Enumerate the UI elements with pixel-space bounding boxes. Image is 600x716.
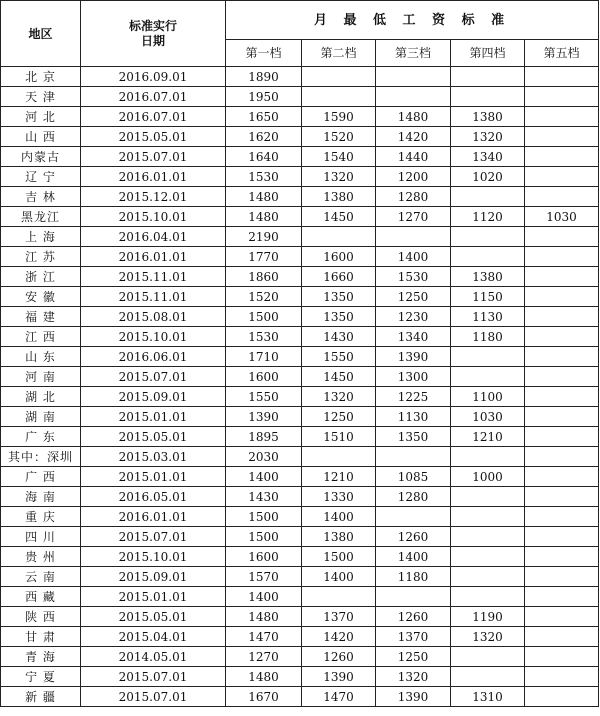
tier-4-cell: 1320 (451, 627, 525, 647)
date-cell: 2015.08.01 (81, 307, 226, 327)
tier-2-cell: 1350 (302, 307, 376, 327)
tier-4-cell: 1340 (451, 147, 525, 167)
tier-5-cell (525, 487, 599, 507)
table-row (1, 467, 599, 487)
tier-4-cell: 1380 (451, 267, 525, 287)
tier-4-cell: 1120 (451, 207, 525, 227)
tier-3-cell: 1400 (376, 547, 451, 567)
region-cell: 吉 林 (1, 187, 81, 207)
tier-4-cell: 1100 (451, 387, 525, 407)
tier-1-cell: 1480 (226, 187, 302, 207)
region-cell: 四 川 (1, 527, 81, 547)
tier-3-cell: 1390 (376, 687, 451, 707)
region-cell: 青 海 (1, 647, 81, 667)
table-row (1, 107, 599, 127)
tier-4-cell: 1320 (451, 127, 525, 147)
date-cell: 2015.03.01 (81, 447, 226, 467)
region-cell: 宁 夏 (1, 667, 81, 687)
region-cell: 广 西 (1, 467, 81, 487)
tier-4-cell (451, 67, 525, 87)
date-cell: 2015.09.01 (81, 567, 226, 587)
tier-1-cell: 1640 (226, 147, 302, 167)
tier-3-cell: 1250 (376, 647, 451, 667)
tier-5-cell (525, 627, 599, 647)
tier-1-cell: 2190 (226, 227, 302, 247)
date-cell: 2016.04.01 (81, 227, 226, 247)
region-cell: 天 津 (1, 87, 81, 107)
tier-3-cell: 1280 (376, 187, 451, 207)
region-cell: 浙 江 (1, 267, 81, 287)
tier-2-cell: 1660 (302, 267, 376, 287)
tier-2-cell: 1250 (302, 407, 376, 427)
tier-1-cell: 1550 (226, 387, 302, 407)
tier-1-cell: 1500 (226, 307, 302, 327)
tier-1-cell: 1390 (226, 407, 302, 427)
tier-1-cell: 1770 (226, 247, 302, 267)
tier-3-cell: 1180 (376, 567, 451, 587)
region-cell: 北 京 (1, 67, 81, 87)
region-cell: 广 东 (1, 427, 81, 447)
region-cell: 上 海 (1, 227, 81, 247)
tier-2-cell: 1380 (302, 187, 376, 207)
tier-5-cell (525, 87, 599, 107)
tier-3-cell (376, 67, 451, 87)
table-row (1, 447, 599, 467)
tier-4-cell (451, 507, 525, 527)
tier-2-cell: 1320 (302, 167, 376, 187)
region-cell: 陕 西 (1, 607, 81, 627)
tier-5-cell (525, 667, 599, 687)
tier-2-cell: 1420 (302, 627, 376, 647)
tier-2-cell: 1540 (302, 147, 376, 167)
tier-1-cell: 1500 (226, 507, 302, 527)
tier-5-cell (525, 247, 599, 267)
tier-1-cell: 1670 (226, 687, 302, 707)
tier-2-cell: 1470 (302, 687, 376, 707)
region-cell: 甘 肃 (1, 627, 81, 647)
region-cell: 福 建 (1, 307, 81, 327)
table-row (1, 187, 599, 207)
tier-5-cell (525, 227, 599, 247)
date-cell: 2015.07.01 (81, 147, 226, 167)
tier-4-cell: 1150 (451, 287, 525, 307)
tier-4-cell (451, 547, 525, 567)
tier-5-cell (525, 267, 599, 287)
tier-1-header: 第一档 (226, 40, 302, 67)
tier-4-cell: 1130 (451, 307, 525, 327)
tier-3-cell: 1390 (376, 347, 451, 367)
tier-2-cell: 1380 (302, 527, 376, 547)
tier-5-cell (525, 427, 599, 447)
tier-2-cell: 1320 (302, 387, 376, 407)
tier-2-cell (302, 227, 376, 247)
tier-3-cell: 1350 (376, 427, 451, 447)
tier-5-cell (525, 507, 599, 527)
date-cell: 2015.05.01 (81, 607, 226, 627)
tier-3-cell: 1250 (376, 287, 451, 307)
tier-1-cell: 1650 (226, 107, 302, 127)
tier-2-cell: 1400 (302, 567, 376, 587)
table-row (1, 567, 599, 587)
tier-3-cell: 1085 (376, 467, 451, 487)
tier-5-cell (525, 467, 599, 487)
tier-5-cell (525, 587, 599, 607)
tier-2-cell: 1390 (302, 667, 376, 687)
tier-3-cell: 1400 (376, 247, 451, 267)
tier-5-cell (525, 687, 599, 707)
table-row (1, 487, 599, 507)
date-cell: 2016.01.01 (81, 507, 226, 527)
table-row (1, 287, 599, 307)
tier-4-cell (451, 487, 525, 507)
tier-3-cell (376, 587, 451, 607)
table-row (1, 407, 599, 427)
region-cell: 安 徽 (1, 287, 81, 307)
tier-3-cell: 1130 (376, 407, 451, 427)
date-cell: 2015.07.01 (81, 367, 226, 387)
tier-4-cell (451, 527, 525, 547)
tier-2-cell: 1260 (302, 647, 376, 667)
tier-5-cell (525, 187, 599, 207)
tier-2-cell: 1600 (302, 247, 376, 267)
tier-5-cell (525, 167, 599, 187)
tier-4-cell (451, 187, 525, 207)
table-row (1, 207, 599, 227)
tier-5-cell (525, 327, 599, 347)
tier-1-cell: 1950 (226, 87, 302, 107)
tier-5-cell (525, 347, 599, 367)
tier-1-cell: 1710 (226, 347, 302, 367)
table-row (1, 227, 599, 247)
date-cell: 2015.09.01 (81, 387, 226, 407)
date-cell: 2015.10.01 (81, 547, 226, 567)
tier-5-cell (525, 147, 599, 167)
table-row (1, 87, 599, 107)
tier-5-cell (525, 287, 599, 307)
table-row (1, 367, 599, 387)
table-row (1, 247, 599, 267)
tier-1-cell: 1600 (226, 547, 302, 567)
region-header: 地区 (1, 1, 81, 67)
date-cell: 2015.10.01 (81, 207, 226, 227)
tier-3-cell: 1260 (376, 527, 451, 547)
tier-5-cell (525, 387, 599, 407)
region-cell: 河 南 (1, 367, 81, 387)
tier-2-cell (302, 87, 376, 107)
region-cell: 山 东 (1, 347, 81, 367)
table-row (1, 507, 599, 527)
region-cell: 内蒙古 (1, 147, 81, 167)
date-cell: 2015.05.01 (81, 127, 226, 147)
date-cell: 2015.11.01 (81, 267, 226, 287)
table-row (1, 147, 599, 167)
tier-3-cell: 1300 (376, 367, 451, 387)
tier-4-cell: 1310 (451, 687, 525, 707)
tier-2-cell (302, 587, 376, 607)
tier-5-cell (525, 567, 599, 587)
tier-3-cell: 1260 (376, 607, 451, 627)
date-cell: 2015.05.01 (81, 427, 226, 447)
tier-2-cell: 1550 (302, 347, 376, 367)
tier-5-cell (525, 367, 599, 387)
region-cell: 西 藏 (1, 587, 81, 607)
table-row (1, 167, 599, 187)
tier-5-cell (525, 647, 599, 667)
date-header-line1: 标准实行 (128, 19, 177, 34)
region-cell: 湖 南 (1, 407, 81, 427)
tier-5-cell (525, 547, 599, 567)
tier-1-cell: 1500 (226, 527, 302, 547)
tier-3-cell: 1340 (376, 327, 451, 347)
region-cell: 江 苏 (1, 247, 81, 267)
tier-1-cell: 1480 (226, 667, 302, 687)
region-cell: 河 北 (1, 107, 81, 127)
tier-5-cell (525, 607, 599, 627)
table-row (1, 627, 599, 647)
tier-3-cell: 1230 (376, 307, 451, 327)
tier-2-cell: 1210 (302, 467, 376, 487)
tier-5-cell (525, 447, 599, 467)
tier-3-cell (376, 507, 451, 527)
region-cell: 湖 北 (1, 387, 81, 407)
table-row (1, 547, 599, 567)
tier-5-cell (525, 107, 599, 127)
date-cell: 2016.07.01 (81, 87, 226, 107)
region-cell: 黑龙江 (1, 207, 81, 227)
region-cell: 其中：深圳 (1, 447, 81, 467)
tier-2-cell: 1370 (302, 607, 376, 627)
tier-2-cell: 1450 (302, 207, 376, 227)
tier-1-cell: 1620 (226, 127, 302, 147)
tier-5-cell: 1030 (525, 207, 599, 227)
tier-1-cell: 1530 (226, 327, 302, 347)
tier-4-cell (451, 567, 525, 587)
table-row (1, 687, 599, 707)
tier-1-cell: 1470 (226, 627, 302, 647)
region-cell: 海 南 (1, 487, 81, 507)
tier-2-cell: 1350 (302, 287, 376, 307)
date-cell: 2016.09.01 (81, 67, 226, 87)
table-row (1, 587, 599, 607)
tier-4-cell (451, 367, 525, 387)
table-row (1, 667, 599, 687)
tier-2-cell: 1590 (302, 107, 376, 127)
tier-3-cell: 1530 (376, 267, 451, 287)
tier-2-cell: 1510 (302, 427, 376, 447)
tier-1-cell: 1270 (226, 647, 302, 667)
tier-3-cell: 1370 (376, 627, 451, 647)
region-cell: 江 西 (1, 327, 81, 347)
tier-4-cell (451, 347, 525, 367)
table-row (1, 67, 599, 87)
tier-5-cell (525, 127, 599, 147)
table-row (1, 607, 599, 627)
table-row (1, 307, 599, 327)
tier-3-cell: 1420 (376, 127, 451, 147)
date-cell: 2015.07.01 (81, 527, 226, 547)
tier-3-cell (376, 227, 451, 247)
tier-2-cell: 1330 (302, 487, 376, 507)
region-cell: 云 南 (1, 567, 81, 587)
date-cell: 2015.01.01 (81, 407, 226, 427)
tier-5-cell (525, 67, 599, 87)
tier-3-cell: 1480 (376, 107, 451, 127)
table-body (1, 67, 599, 707)
tier-4-cell (451, 227, 525, 247)
tier-4-cell: 1020 (451, 167, 525, 187)
region-cell: 山 西 (1, 127, 81, 147)
date-header-line2: 日期 (140, 33, 165, 48)
tier-3-cell: 1440 (376, 147, 451, 167)
tier-5-header: 第五档 (525, 40, 599, 67)
date-cell: 2015.01.01 (81, 467, 226, 487)
table-row (1, 347, 599, 367)
tier-3-cell (376, 87, 451, 107)
date-cell: 2015.12.01 (81, 187, 226, 207)
monthly-min-wage-header: 月 最 低 工 资 标 准 (226, 1, 599, 40)
tier-3-cell: 1225 (376, 387, 451, 407)
tier-2-cell: 1430 (302, 327, 376, 347)
date-cell: 2015.01.01 (81, 587, 226, 607)
tier-4-cell: 1190 (451, 607, 525, 627)
tier-5-cell (525, 307, 599, 327)
table-row (1, 327, 599, 347)
tier-2-cell: 1400 (302, 507, 376, 527)
tier-4-cell: 1180 (451, 327, 525, 347)
table-row (1, 527, 599, 547)
tier-1-cell: 1570 (226, 567, 302, 587)
tier-5-cell (525, 527, 599, 547)
tier-4-cell (451, 447, 525, 467)
tier-1-cell: 1890 (226, 67, 302, 87)
region-cell: 重 庆 (1, 507, 81, 527)
table-row (1, 127, 599, 147)
date-cell: 2016.05.01 (81, 487, 226, 507)
tier-2-cell: 1500 (302, 547, 376, 567)
tier-1-cell: 1400 (226, 587, 302, 607)
tier-2-cell: 1450 (302, 367, 376, 387)
date-cell: 2015.07.01 (81, 667, 226, 687)
tier-1-cell: 1860 (226, 267, 302, 287)
tier-1-cell: 1600 (226, 367, 302, 387)
tier-1-cell: 1400 (226, 467, 302, 487)
date-cell: 2015.04.01 (81, 627, 226, 647)
tier-1-cell: 1520 (226, 287, 302, 307)
tier-4-cell (451, 647, 525, 667)
tier-4-cell (451, 667, 525, 687)
tier-4-cell (451, 587, 525, 607)
tier-4-cell: 1030 (451, 407, 525, 427)
tier-3-cell: 1280 (376, 487, 451, 507)
table-row (1, 267, 599, 287)
effective-date-header (81, 1, 226, 67)
tier-1-cell: 1480 (226, 207, 302, 227)
table-row (1, 427, 599, 447)
tier-3-cell (376, 447, 451, 467)
tier-1-cell: 1430 (226, 487, 302, 507)
tier-1-cell: 2030 (226, 447, 302, 467)
date-cell: 2016.01.01 (81, 247, 226, 267)
tier-4-cell (451, 247, 525, 267)
tier-4-header: 第四档 (451, 40, 525, 67)
tier-3-cell: 1320 (376, 667, 451, 687)
date-cell: 2015.10.01 (81, 327, 226, 347)
tier-4-cell: 1000 (451, 467, 525, 487)
date-cell: 2016.06.01 (81, 347, 226, 367)
tier-2-cell: 1520 (302, 127, 376, 147)
region-cell: 辽 宁 (1, 167, 81, 187)
date-cell: 2016.07.01 (81, 107, 226, 127)
date-cell: 2015.11.01 (81, 287, 226, 307)
tier-5-cell (525, 407, 599, 427)
region-cell: 新 疆 (1, 687, 81, 707)
tier-2-header: 第二档 (302, 40, 376, 67)
date-cell: 2014.05.01 (81, 647, 226, 667)
tier-2-cell (302, 67, 376, 87)
tier-1-cell: 1480 (226, 607, 302, 627)
tier-4-cell: 1380 (451, 107, 525, 127)
region-cell: 贵 州 (1, 547, 81, 567)
tier-4-cell: 1210 (451, 427, 525, 447)
tier-3-header: 第三档 (376, 40, 451, 67)
date-cell: 2016.01.01 (81, 167, 226, 187)
table-row (1, 647, 599, 667)
table-row (1, 387, 599, 407)
header-row-1 (1, 1, 599, 40)
tier-3-cell: 1270 (376, 207, 451, 227)
tier-1-cell: 1530 (226, 167, 302, 187)
tier-4-cell (451, 87, 525, 107)
date-cell: 2015.07.01 (81, 687, 226, 707)
tier-2-cell (302, 447, 376, 467)
tier-1-cell: 1895 (226, 427, 302, 447)
tier-3-cell: 1200 (376, 167, 451, 187)
